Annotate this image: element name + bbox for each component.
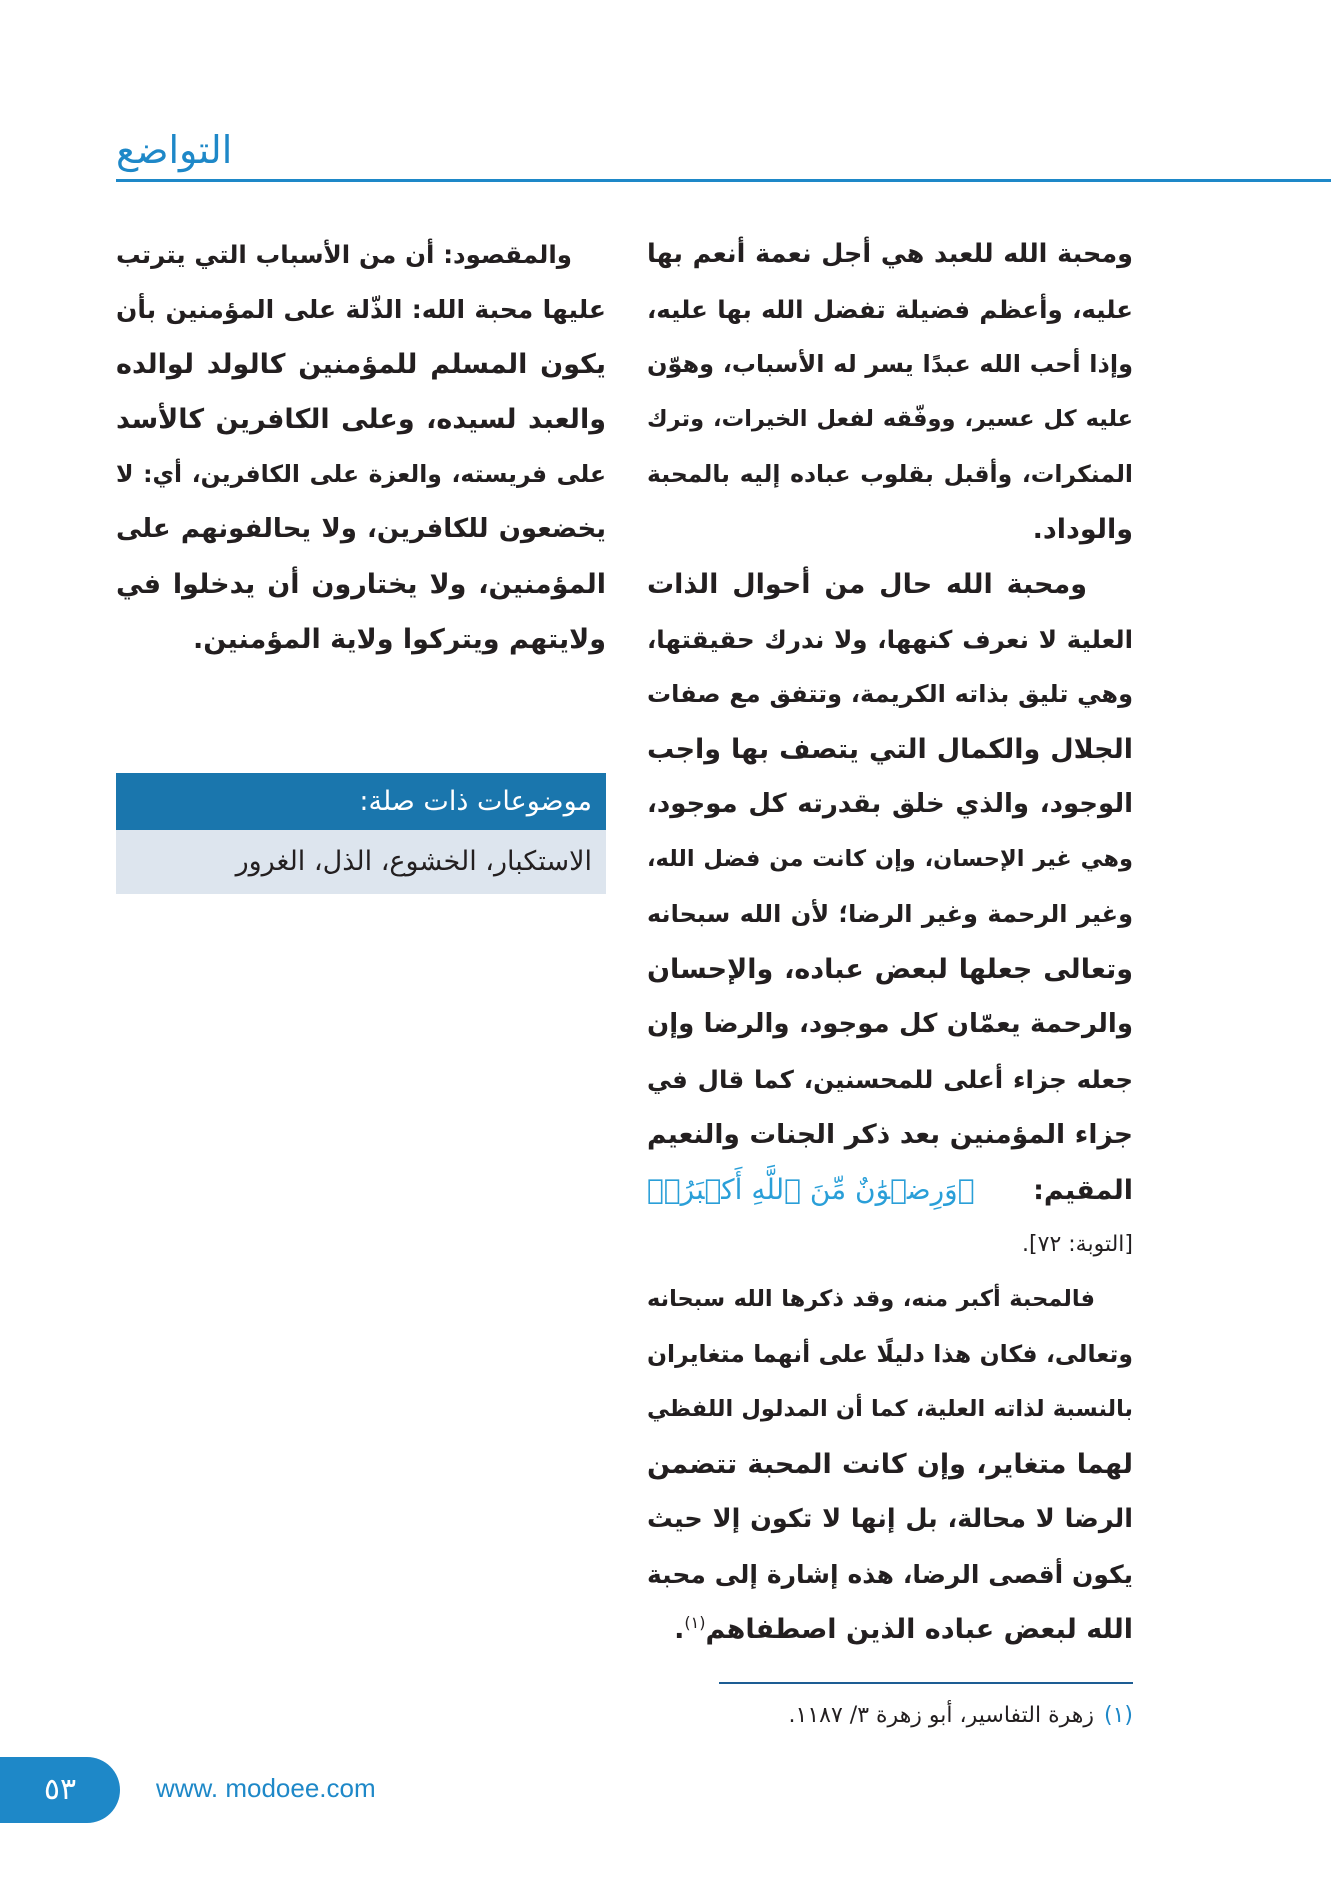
right-column xyxy=(647,227,1133,1657)
paragraph-1 xyxy=(647,227,1133,557)
text-line: يكون أقصى الرضا، هذه إشارة إلى محبة xyxy=(647,1560,1133,1589)
text-line: يخضعون للكافرين، ولا يحالفونهم على xyxy=(116,514,606,544)
paragraph-left xyxy=(116,227,606,667)
footnote-text: زهرة التفاسير، أبو زهرة ٣/ ١١٨٧. xyxy=(788,1703,1094,1728)
text-line: وإذا أحب الله عبدًا يسر له الأسباب، وهوّن xyxy=(647,350,1133,378)
text-line: والرحمة يعمّان كل موجود، والرضا وإن xyxy=(647,1009,1133,1039)
text-line: فالمحبة أكبر منه، وقد ذكرها الله سبحانه xyxy=(647,1286,1095,1312)
text-line: عليها محبة الله: الذّلة على المؤمنين بأن xyxy=(116,295,606,324)
text-line: وهي تليق بذاته الكريمة، وتتفق مع صفات xyxy=(647,680,1133,708)
text-line: وغير الرحمة وغير الرضا؛ لأن الله سبحانه xyxy=(647,900,1133,928)
page-number: ٥٣ xyxy=(43,1772,77,1807)
text-line: الجلال والكمال التي يتصف بها واجب xyxy=(647,734,1133,765)
page-number-tab xyxy=(0,1757,120,1823)
text-line: ومحبة الله للعبد هي أجل نعمة أنعم بها xyxy=(647,239,1133,269)
quran-line xyxy=(647,1162,1133,1217)
text-line: جزاء المؤمنين بعد ذكر الجنات والنعيم xyxy=(647,1119,1133,1150)
text-line: عليه، وأعظم فضيلة تفضل الله بها عليه، xyxy=(647,295,1133,324)
website-url: www. modoee.com xyxy=(156,1773,376,1803)
text-line: يكون المسلم للمؤمنين كالولد لوالده xyxy=(116,349,606,380)
text-line: ولايتهم ويتركوا ولاية المؤمنين. xyxy=(192,624,606,655)
text-line: ومحبة الله حال من أحوال الذات xyxy=(647,569,1087,600)
text-line: والمقصود: أن من الأسباب التي يترتب xyxy=(116,240,572,269)
sentence-end: . xyxy=(674,1614,685,1645)
footnote xyxy=(719,1698,1133,1734)
footnote-marker: (١) xyxy=(1103,1703,1133,1728)
text-line: المنكرات، وأقبل بقلوب عباده إليه بالمحبة xyxy=(647,460,1133,488)
text-line: العلية لا نعرف كنهها، ولا ندرك حقيقتها، xyxy=(647,625,1133,654)
text-line: والعبد لسيده، وعلى الكافرين كالأسد xyxy=(116,404,606,435)
header-rule xyxy=(116,179,1331,182)
footnote-rule xyxy=(719,1682,1133,1684)
related-topics-list: الاستكبار، الخشوع، الذل، الغرور xyxy=(116,830,606,894)
left-column xyxy=(116,227,606,667)
related-topics-heading: موضوعات ذات صلة: xyxy=(116,773,606,830)
text-line: الوجود، والذي خلق بقدرته كل موجود، xyxy=(647,789,1133,819)
paragraph-3 xyxy=(647,1272,1133,1657)
text-line: لهما متغاير، وإن كانت المحبة تتضمن xyxy=(647,1449,1133,1480)
quran-lead-text: المقيم: xyxy=(1033,1175,1133,1206)
text-line: والوداد. xyxy=(1032,514,1133,545)
running-title: التواضع xyxy=(116,128,233,172)
verse-citation: [التوبة: ٧٢]. xyxy=(1022,1232,1133,1257)
text-line: جعله جزاء أعلى للمحسنين، كما قال في xyxy=(647,1065,1133,1094)
text-line: بالنسبة لذاته العلية، كما أن المدلول اللفظي xyxy=(647,1396,1133,1422)
footnote-reference: (١) xyxy=(684,1613,706,1632)
text-line: المؤمنين، ولا يختارون أن يدخلوا في xyxy=(116,569,606,600)
text-line-content: الله لبعض عباده الذين اصطفاهم xyxy=(705,1614,1133,1645)
text-line: الرضا لا محالة، بل إنها لا تكون إلا حيث xyxy=(647,1504,1133,1534)
text-line: على فريسته، والعزة على الكافرين، أي: لا xyxy=(116,460,606,488)
quran-verse: ﴿وَرِضۡوَٰنٌ مِّنَ ٱللَّهِ أَكۡبَرُۚ﴾ xyxy=(647,1173,975,1206)
related-topics-box xyxy=(116,773,606,894)
text-line: وتعالى جعلها لبعض عباده، والإحسان xyxy=(647,954,1133,985)
text-line: وهي غير الإحسان، وإن كانت من فضل الله، xyxy=(647,846,1133,872)
text-line: وتعالى، فكان هذا دليلًا على أنهما متغايران xyxy=(647,1340,1133,1368)
text-line xyxy=(647,1602,1133,1657)
text-line: عليه كل عسير، ووفّقه لفعل الخيرات، وترك xyxy=(647,406,1133,432)
paragraph-2 xyxy=(647,557,1133,1272)
